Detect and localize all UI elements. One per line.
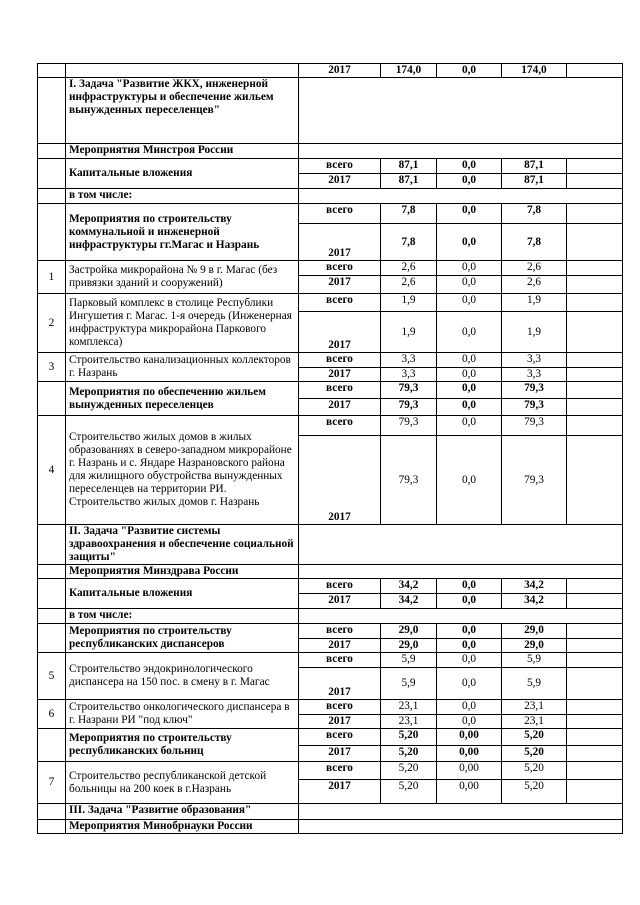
- period-cell: 2017: [299, 746, 381, 762]
- value-federal: 3,3: [502, 368, 567, 382]
- value-federal: 2,6: [502, 261, 567, 276]
- row-number: 4: [38, 416, 66, 525]
- period-cell: 2017: [299, 594, 381, 609]
- section-title: III. Задача "Развитие образования": [66, 804, 299, 820]
- empty-cell: [299, 78, 623, 144]
- section-title: в том числе:: [66, 189, 299, 204]
- empty-cell: [567, 416, 623, 436]
- section-title: I. Задача "Развитие ЖКХ, инженерной инфраструктуры и обеспечение жильем вынужденных переселенцев": [66, 78, 299, 144]
- empty-cell: [567, 64, 623, 78]
- empty-cell: [567, 594, 623, 609]
- value-total: 23,1: [381, 700, 437, 715]
- value-federal: 5,9: [502, 653, 567, 668]
- period-cell: всего: [299, 159, 381, 174]
- value-total: 87,1: [381, 159, 437, 174]
- row-number: [38, 144, 66, 159]
- table-row: [38, 653, 623, 668]
- empty-cell: [567, 762, 623, 780]
- empty-cell: [567, 436, 623, 525]
- section-row: [38, 820, 623, 834]
- value-federal: 5,20: [502, 762, 567, 780]
- empty-cell: [567, 353, 623, 368]
- period-cell: всего: [299, 624, 381, 639]
- empty-cell: [567, 294, 623, 312]
- row-number: 5: [38, 653, 66, 700]
- item-name: Застройка микрорайона № 9 в г. Магас (без привязки зданий и сооружений): [66, 261, 299, 294]
- item-name: Мероприятия по строительству республиканских больниц: [66, 729, 299, 762]
- row-number: [38, 525, 66, 565]
- row-number: 1: [38, 261, 66, 294]
- value-budget: 0,0: [437, 668, 502, 700]
- value-budget: 0,0: [437, 639, 502, 653]
- value-total: 7,8: [381, 204, 437, 224]
- value-budget: 0,0: [437, 624, 502, 639]
- row-number: 7: [38, 762, 66, 804]
- value-budget: 0,0: [437, 353, 502, 368]
- value-total: 2,6: [381, 261, 437, 276]
- value-federal: 2,6: [502, 276, 567, 294]
- value-total: 29,0: [381, 639, 437, 653]
- row-number: [38, 624, 66, 653]
- section-row: [38, 78, 623, 144]
- value-budget: 0,0: [437, 594, 502, 609]
- value-budget: 0,00: [437, 729, 502, 746]
- value-budget: 0,0: [437, 368, 502, 382]
- period-cell: всего: [299, 261, 381, 276]
- item-name: Капитальные вложения: [66, 579, 299, 609]
- section-row: [38, 144, 623, 159]
- value-budget: 0,0: [437, 416, 502, 436]
- value-budget: 0,00: [437, 746, 502, 762]
- value-budget: 0,0: [437, 224, 502, 261]
- value-federal: 29,0: [502, 624, 567, 639]
- empty-cell: [567, 700, 623, 715]
- section-title: Мероприятия Минобрнауки России: [66, 820, 299, 834]
- empty-cell: [299, 804, 623, 820]
- row-number: [38, 64, 66, 78]
- value-federal: 23,1: [502, 700, 567, 715]
- value-total: 2,6: [381, 276, 437, 294]
- value-federal: 79,3: [502, 436, 567, 525]
- period-cell: всего: [299, 579, 381, 594]
- empty-cell: [299, 820, 623, 834]
- row-number: [38, 159, 66, 189]
- value-total: 79,3: [381, 416, 437, 436]
- value-total: 174,0: [381, 64, 437, 78]
- row-number: [38, 565, 66, 579]
- row-number: 6: [38, 700, 66, 729]
- empty-cell: [567, 668, 623, 700]
- row-number: [38, 804, 66, 820]
- item-name: Строительство онкологического диспансера в г. Назрани РИ "под ключ": [66, 700, 299, 729]
- empty-cell: [567, 715, 623, 729]
- row-number: [38, 729, 66, 762]
- section-title: Мероприятия Минстроя России: [66, 144, 299, 159]
- table-row: [38, 624, 623, 639]
- empty-cell: [567, 368, 623, 382]
- value-total: 5,9: [381, 668, 437, 700]
- table-row: [38, 64, 623, 78]
- value-total: 5,9: [381, 653, 437, 668]
- item-name: Парковый комплекс в столице Республики Ингушетия г. Магас. 1-я очередь (Инженерная инфраструктура микрорайона Паркового комплекса): [66, 294, 299, 353]
- value-federal: 174,0: [502, 64, 567, 78]
- value-federal: 23,1: [502, 715, 567, 729]
- value-budget: 0,0: [437, 312, 502, 353]
- value-total: 5,20: [381, 780, 437, 804]
- value-budget: 0,0: [437, 382, 502, 399]
- table-row: [38, 294, 623, 312]
- budget-table: [37, 63, 623, 834]
- table-row: [38, 700, 623, 715]
- section-title: в том числе:: [66, 609, 299, 624]
- period-cell: всего: [299, 294, 381, 312]
- period-cell: 2017: [299, 368, 381, 382]
- empty-cell: [567, 639, 623, 653]
- value-federal: 5,20: [502, 746, 567, 762]
- value-budget: 0,0: [437, 64, 502, 78]
- period-cell: 2017: [299, 312, 381, 353]
- row-number: 3: [38, 353, 66, 382]
- item-name: Мероприятия по строительству коммунальной и инженерной инфраструктуры гг.Магас и Назрань: [66, 204, 299, 261]
- value-budget: 0,0: [437, 159, 502, 174]
- value-federal: 79,3: [502, 399, 567, 416]
- period-cell: всего: [299, 416, 381, 436]
- empty-cell: [567, 729, 623, 746]
- item-name: Строительство эндокринологического диспансера на 150 пос. в смену в г. Магас: [66, 653, 299, 700]
- item-name: Мероприятия по строительству республиканских диспансеров: [66, 624, 299, 653]
- value-federal: 1,9: [502, 312, 567, 353]
- empty-cell: [299, 144, 623, 159]
- value-federal: 34,2: [502, 579, 567, 594]
- period-cell: 2017: [299, 436, 381, 525]
- row-number: [38, 820, 66, 834]
- value-total: 3,3: [381, 353, 437, 368]
- period-cell: 2017: [299, 668, 381, 700]
- value-budget: 0,0: [437, 399, 502, 416]
- value-total: 1,9: [381, 312, 437, 353]
- value-total: 79,3: [381, 399, 437, 416]
- row-number: [38, 382, 66, 416]
- value-federal: 7,8: [502, 204, 567, 224]
- period-cell: 2017: [299, 639, 381, 653]
- table-row: [38, 204, 623, 224]
- table-row: [38, 579, 623, 594]
- period-cell: 2017: [299, 399, 381, 416]
- value-budget: 0,0: [437, 653, 502, 668]
- period-cell: всего: [299, 762, 381, 780]
- row-number: [38, 204, 66, 261]
- period-cell: 2017: [299, 276, 381, 294]
- empty-cell: [567, 204, 623, 224]
- value-budget: 0,0: [437, 579, 502, 594]
- empty-cell: [567, 624, 623, 639]
- table-row: [38, 416, 623, 436]
- period-cell: всего: [299, 204, 381, 224]
- period-cell: всего: [299, 382, 381, 399]
- value-total: 23,1: [381, 715, 437, 729]
- value-total: 87,1: [381, 174, 437, 189]
- value-total: 79,3: [381, 382, 437, 399]
- item-name: Капитальные вложения: [66, 159, 299, 189]
- row-number: [38, 189, 66, 204]
- empty-cell: [567, 653, 623, 668]
- value-total: 7,8: [381, 224, 437, 261]
- value-federal: 87,1: [502, 159, 567, 174]
- empty-cell: [567, 579, 623, 594]
- value-federal: 34,2: [502, 594, 567, 609]
- item-name: Строительство канализационных коллекторов г. Назрань: [66, 353, 299, 382]
- value-budget: 0,0: [437, 174, 502, 189]
- value-budget: 0,0: [437, 204, 502, 224]
- value-federal: 5,9: [502, 668, 567, 700]
- period-cell: всего: [299, 653, 381, 668]
- value-total: 1,9: [381, 294, 437, 312]
- period-cell: 2017: [299, 224, 381, 261]
- value-budget: 0,0: [437, 700, 502, 715]
- section-title: Мероприятия Минздрава России: [66, 565, 299, 579]
- table-row: [38, 159, 623, 174]
- table-row: [38, 353, 623, 368]
- item-name: [66, 64, 299, 78]
- period-cell: 2017: [299, 715, 381, 729]
- item-name: Строительство жилых домов в жилых образованиях в северо-западном микрорайоне г. Назрань и с. Яндаре Назрановского района для жилищного обустройства вынужденных переселенцев на территории РИ. Строительство жилых домов г. Назрань: [66, 416, 299, 525]
- value-budget: 0,00: [437, 762, 502, 780]
- empty-cell: [567, 780, 623, 804]
- empty-cell: [299, 189, 623, 204]
- value-federal: 79,3: [502, 416, 567, 436]
- row-number: [38, 579, 66, 609]
- value-federal: 5,20: [502, 729, 567, 746]
- empty-cell: [299, 565, 623, 579]
- row-number: [38, 78, 66, 144]
- period-cell: всего: [299, 700, 381, 715]
- section-row: [38, 525, 623, 565]
- table-row: [38, 762, 623, 780]
- empty-cell: [567, 746, 623, 762]
- value-total: 79,3: [381, 436, 437, 525]
- row-number: 2: [38, 294, 66, 353]
- table-row: [38, 382, 623, 399]
- value-budget: 0,0: [437, 715, 502, 729]
- empty-cell: [567, 261, 623, 276]
- empty-cell: [567, 224, 623, 261]
- section-row: [38, 609, 623, 624]
- section-row: [38, 565, 623, 579]
- empty-cell: [567, 399, 623, 416]
- period-cell: всего: [299, 729, 381, 746]
- value-federal: 1,9: [502, 294, 567, 312]
- value-budget: 0,0: [437, 294, 502, 312]
- period-cell: 2017: [299, 780, 381, 804]
- empty-cell: [567, 174, 623, 189]
- value-total: 3,3: [381, 368, 437, 382]
- period-cell: 2017: [299, 174, 381, 189]
- row-number: [38, 609, 66, 624]
- period-cell: всего: [299, 353, 381, 368]
- empty-cell: [567, 159, 623, 174]
- value-federal: 7,8: [502, 224, 567, 261]
- value-budget: 0,00: [437, 780, 502, 804]
- value-federal: 79,3: [502, 382, 567, 399]
- empty-cell: [567, 382, 623, 399]
- value-total: 34,2: [381, 579, 437, 594]
- value-federal: 5,20: [502, 780, 567, 804]
- value-total: 5,20: [381, 746, 437, 762]
- value-budget: 0,0: [437, 276, 502, 294]
- table-row: [38, 261, 623, 276]
- value-federal: 29,0: [502, 639, 567, 653]
- value-total: 34,2: [381, 594, 437, 609]
- item-name: Строительство республиканской детской больницы на 200 коек в г.Назрань: [66, 762, 299, 804]
- value-total: 5,20: [381, 762, 437, 780]
- empty-cell: [567, 312, 623, 353]
- value-total: 29,0: [381, 624, 437, 639]
- section-row: [38, 189, 623, 204]
- value-federal: 87,1: [502, 174, 567, 189]
- value-federal: 3,3: [502, 353, 567, 368]
- section-row: [38, 804, 623, 820]
- table-row: [38, 729, 623, 746]
- value-budget: 0,0: [437, 261, 502, 276]
- section-title: II. Задача "Развитие системы здравоохранения и обеспечение социальной защиты": [66, 525, 299, 565]
- item-name: Мероприятия по обеспечению жильем вынужденных переселенцев: [66, 382, 299, 416]
- empty-cell: [567, 276, 623, 294]
- empty-cell: [299, 525, 623, 565]
- value-budget: 0,0: [437, 436, 502, 525]
- empty-cell: [299, 609, 623, 624]
- value-total: 5,20: [381, 729, 437, 746]
- period-cell: 2017: [299, 64, 381, 78]
